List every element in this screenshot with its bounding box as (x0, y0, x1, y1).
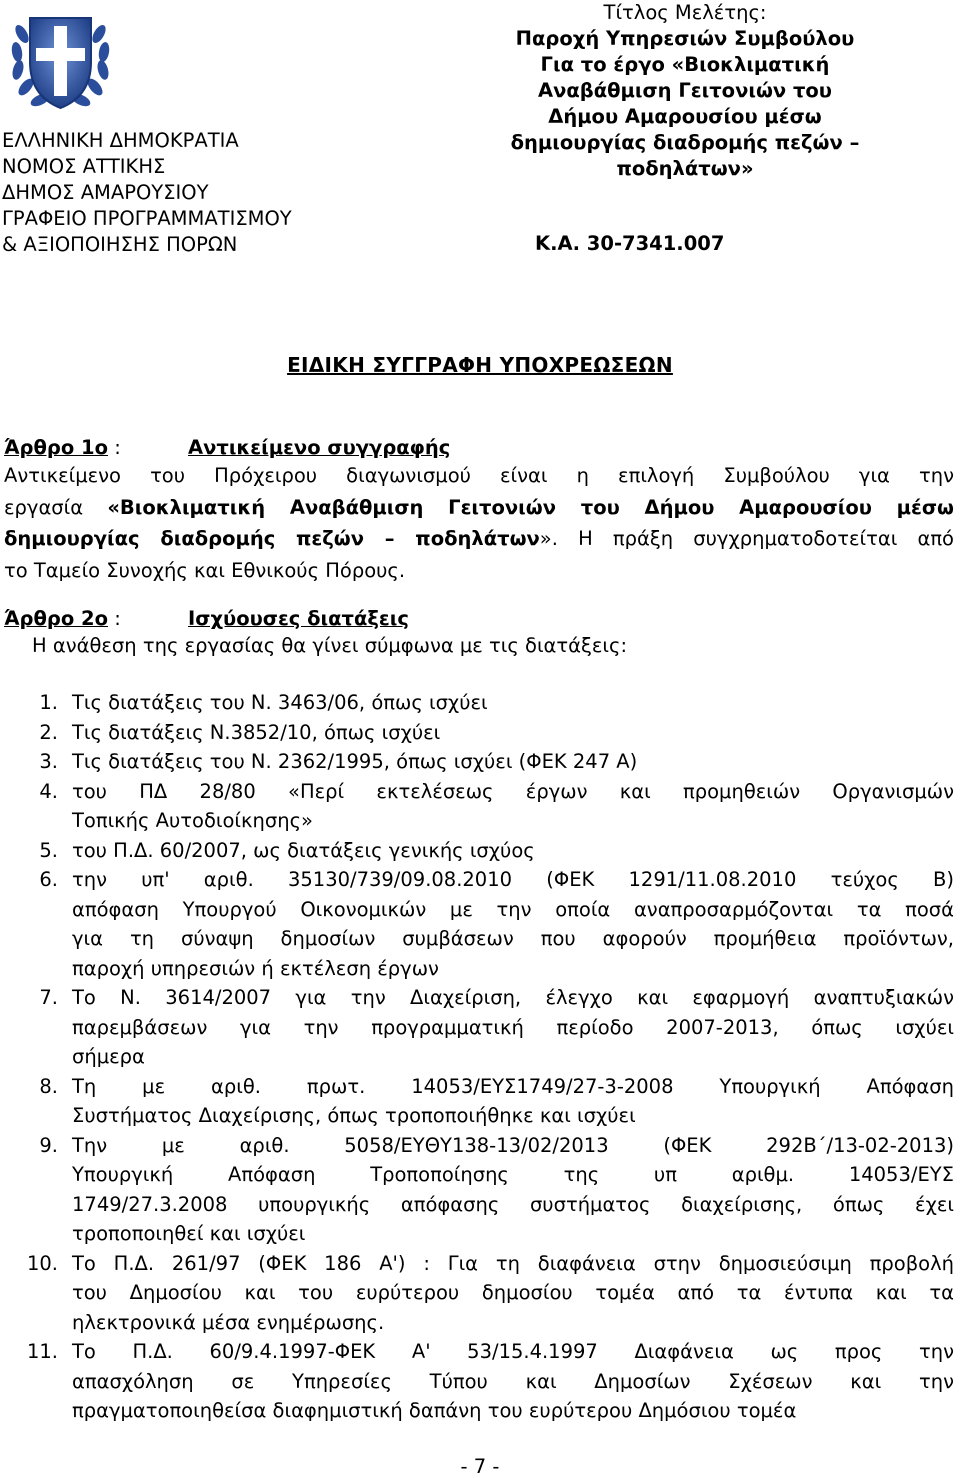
article-subject: Ισχύουσες διατάξεις (188, 607, 409, 630)
list-item-line: του Π.Δ. 60/2007, ως διατάξεις γενικής ισχύος (72, 838, 535, 862)
list-item-line: Υπουργική Απόφαση Τροποποίησης της υπ αριθμ. 14053/ΕΥΣ (72, 1163, 954, 1186)
paragraph-line: το Ταμείο Συνοχής και Εθνικούς Πόρους. (4, 558, 406, 582)
list-item-line: Το Π.Δ. 261/97 (ΦΕΚ 186 Α') : Για τη διαφάνεια στην δημοσιεύσιμη προβολή (72, 1251, 954, 1275)
study-label: Τίτλος Μελέτης: (603, 1, 767, 24)
paragraph-line: Αντικείμενο του Πρόχειρου διαγωνισμού είναι η επιλογή Συμβούλου για την (4, 464, 954, 487)
list-item-text (72, 718, 954, 748)
org-line: & ΑΞΙΟΠΟΙΗΣΗΣ ΠΟΡΩΝ (2, 233, 238, 256)
org-line: ΕΛΛΗΝΙΚΗ ΔΗΜΟΚΡΑΤΙΑ (2, 129, 239, 152)
article-1-body (4, 460, 954, 586)
list-number: 1. (39, 691, 58, 714)
list-item-line: για τη σύναψη δημοσίων συμβάσεων που αφορούν προμήθεια προϊόντων, (72, 927, 954, 950)
list-item-line: ηλεκτρονικά μέσα ενημέρωσης. (72, 1310, 385, 1334)
list-item-line: πραγματοποιηθείσα διαφημιστική δαπάνη του ευρύτερου Δημόσιου τομέα (72, 1399, 797, 1422)
list-item-line: παροχή υπηρεσιών ή εκτέλεση έργων (72, 956, 439, 980)
study-title-line: ποδηλάτων» (616, 157, 754, 180)
list-item-text (72, 1072, 954, 1131)
page-number: - 7 - (460, 1455, 500, 1478)
document-title: ΕΙΔΙΚΗ ΣΥΓΓΡΑΦΗ ΥΠΟΧΡΕΩΣΕΩΝ (287, 353, 673, 377)
list-item-line: του ΠΔ 28/80 «Περί εκτελέσεως έργων και προμηθειών Οργανισμών (72, 779, 954, 803)
list-number: 11. (26, 1340, 58, 1363)
study-title-line: δημιουργίας διαδρομής πεζών – (510, 131, 860, 154)
article-2-intro: Η ανάθεση της εργασίας θα γίνει σύμφωνα με τις διατάξεις: (32, 634, 628, 657)
article-1-heading (4, 436, 451, 459)
list-number: 7. (39, 986, 58, 1009)
greek-emblem-icon (8, 4, 113, 116)
list-number: 4. (39, 779, 58, 803)
article-number: Άρθρο 1ο (4, 436, 109, 459)
list-number: 2. (39, 720, 58, 744)
list-item-line: του Δημοσίου και του ευρύτερου δημοσίου τομέα από τα έντυπα και τα (72, 1281, 954, 1304)
list-item-text (72, 747, 954, 777)
list-item-line: Τις διατάξεις του Ν. 2362/1995, όπως ισχύει (ΦΕΚ 247 Α) (72, 750, 638, 773)
list-item (0, 1072, 960, 1131)
study-title-line: Για το έργο «Βιοκλιματική (540, 53, 830, 76)
list-item-text (72, 865, 954, 983)
list-item-line: τροποποιηθεί και ισχύει (72, 1222, 306, 1245)
org-line: ΓΡΑΦΕΙΟ ΠΡΟΓΡΑΜΜΑΤΙΣΜΟΥ (2, 207, 292, 230)
issuing-authority (2, 128, 292, 258)
list-item-text (72, 836, 954, 866)
article-number: Άρθρο 2ο (4, 607, 109, 630)
list-item (0, 1337, 960, 1426)
list-item-line: Τοπικής Αυτοδιοίκησης» (72, 809, 313, 832)
list-item-line: Τις διατάξεις Ν.3852/10, όπως ισχύει (72, 720, 441, 744)
list-item-line: 1749/27.3.2008 υπουργικής απόφασης συστήματος διαχείρισης, όπως έχει (72, 1192, 954, 1216)
provisions-list (0, 688, 960, 1426)
list-item-line: Το Ν. 3614/2007 για την Διαχείριση, έλεγχο και εφαρμογή αναπτυξιακών (72, 986, 954, 1009)
study-title-block (470, 0, 900, 182)
list-item-text (72, 1249, 954, 1338)
list-number: 8. (39, 1074, 58, 1098)
budget-code: Κ.Α. 30-7341.007 (535, 232, 725, 255)
org-line: ΝΟΜΟΣ ΑΤΤΙΚΗΣ (2, 155, 166, 178)
list-item (0, 747, 960, 777)
study-title-line: Αναβάθμιση Γειτονιών του (538, 79, 832, 102)
list-item-line: Την με αριθ. 5058/ΕΥΘΥ138-13/02/2013 (ΦΕΚ 292Β΄/13-02-2013) (72, 1133, 954, 1157)
article-2-heading (4, 607, 409, 630)
list-item (0, 1249, 960, 1338)
list-item-line: απόφαση Υπουργού Οικονομικών με την οποία αναπροσαρμόζονται τα ποσά (72, 897, 954, 921)
list-number: 9. (39, 1133, 58, 1157)
list-item-text (72, 777, 954, 836)
list-item-line: Το Π.Δ. 60/9.4.1997-ΦΕΚ Α' 53/15.4.1997 Διαφάνεια ως προς την (72, 1340, 954, 1363)
list-item-line: την υπ' αριθ. 35130/739/09.08.2010 (ΦΕΚ 1291/11.08.2010 τεύχος Β) (72, 868, 954, 891)
list-item-text (72, 688, 954, 718)
list-item-text (72, 1337, 954, 1426)
list-item-line: παρεμβάσεων για την προγραμματική περίοδο 2007-2013, όπως ισχύει (72, 1015, 954, 1039)
article-separator: : (108, 607, 121, 630)
list-item (0, 718, 960, 748)
list-item (0, 983, 960, 1072)
list-item-line: Τις διατάξεις του Ν. 3463/06, όπως ισχύει (72, 691, 488, 714)
list-item-text (72, 1131, 954, 1249)
list-item (0, 777, 960, 836)
article-separator: : (108, 436, 121, 459)
paragraph-line: εργασία «Βιοκλιματική Αναβάθμιση Γειτονιών του Δήμου Αμαρουσίου μέσω (4, 495, 954, 519)
paragraph-line: δημιουργίας διαδρομής πεζών – ποδηλάτων». Η πράξη συγχρηματοδοτείται από (4, 527, 954, 550)
list-number: 10. (26, 1251, 58, 1275)
list-number: 3. (39, 750, 58, 773)
list-item (0, 688, 960, 718)
list-number: 5. (39, 838, 58, 862)
study-title-line: Παροχή Υπηρεσιών Συμβούλου (515, 27, 855, 50)
list-item-line: σήμερα (72, 1045, 145, 1068)
list-item-text (72, 983, 954, 1072)
list-number: 6. (39, 868, 58, 891)
list-item (0, 836, 960, 866)
org-line: ΔΗΜΟΣ ΑΜΑΡΟΥΣΙΟΥ (2, 181, 209, 204)
list-item-line: απασχόληση σε Υπηρεσίες Τύπου και Δημοσίων Σχέσεων και την (72, 1369, 954, 1393)
list-item-line: Συστήματος Διαχείρισης, όπως τροποποιήθηκε και ισχύει (72, 1104, 636, 1127)
list-item (0, 865, 960, 983)
article-subject: Αντικείμενο συγγραφής (188, 436, 451, 459)
list-item-line: Τη με αριθ. πρωτ. 14053/ΕΥΣ1749/27-3-2008 Υπουργική Απόφαση (72, 1074, 954, 1098)
study-title-line: Δήμου Αμαρουσίου μέσω (548, 105, 822, 128)
list-item (0, 1131, 960, 1249)
